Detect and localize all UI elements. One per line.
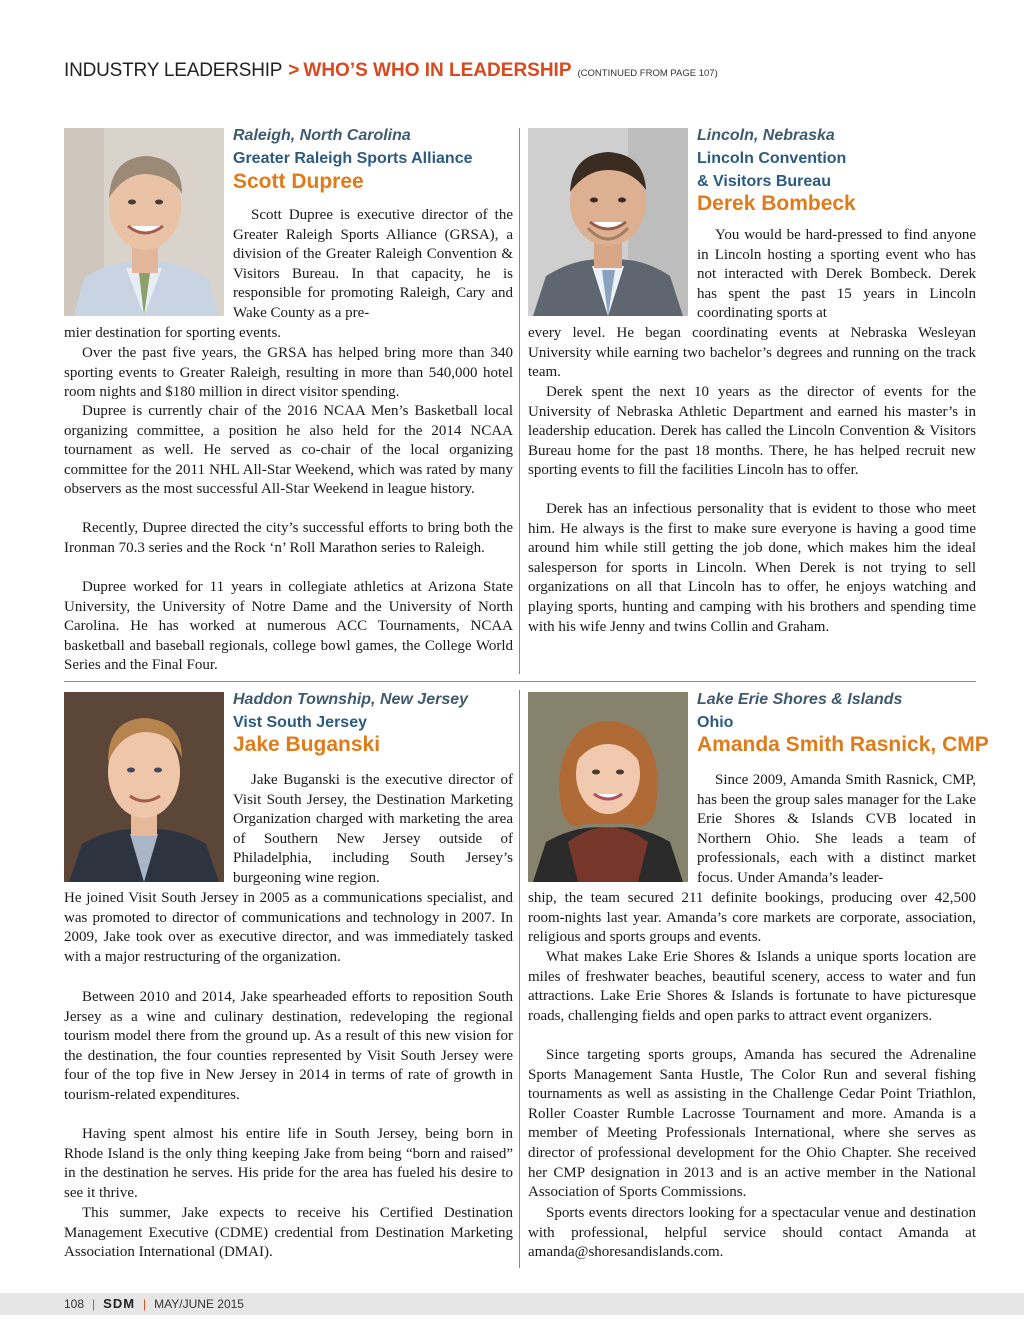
issue-date: MAY/JUNE 2015 [154, 1297, 244, 1311]
bio-paragraph: Dupree is currently chair of the 2016 NCAA Men’s Basketball local organizing committee, a position he also held for the 2014 NCAA tournament as well. He served as co-chair of the local organizing committee for the 2011 NHL All-Star Weekend, which was rated by many observers as the most successful All-Star Weekend in league history. [64, 403, 513, 498]
continued-note: (CONTINUED FROM PAGE 107) [577, 68, 718, 79]
column-divider-bottom [519, 690, 520, 1268]
profile-organization: Vist South Jersey [233, 714, 367, 731]
page-title: WHO’S WHO IN LEADERSHIP [303, 60, 572, 81]
page-number: 108 [64, 1297, 85, 1311]
profile-location: Raleigh, North Carolina [233, 127, 411, 144]
footer-separator: | [92, 1297, 96, 1311]
profile-organization: Ohio [697, 714, 734, 731]
footer-separator: | [143, 1297, 147, 1311]
profile-name: Amanda Smith Rasnick, CMP [697, 733, 989, 756]
bio-paragraph: What makes Lake Erie Shores & Islands a unique sports location are miles of freshwater beaches, beautiful scenery, access to water and fun attractions. Lake Erie Shores & Islands is fortunate to have picturesque roads, challenging fields and open parks to attract event organizers. [528, 949, 976, 1024]
bio-paragraph: Dupree worked for 11 years in collegiate athletics at Arizona State University, the University of Notre Dame and the University of North Carolina. He has worked at numerous ACC Tournaments, NCAA basketball and baseball regionals, college bowl games, the College World Series and the Final Four. [64, 579, 513, 674]
bio-paragraph: You would be hard-pressed to find anyone in Lincoln hosting a sporting event who has not interacted with Derek Bombeck. Derek has spent the past 15 years in Lincoln coordinating sports at [697, 227, 976, 322]
amanda-rasnick-photo [528, 692, 688, 882]
profile-name: Jake Buganski [233, 733, 381, 756]
bio-paragraph: This summer, Jake expects to receive his Certified Destination Management Executive (CDME) credential from Destination Marketing Association International (DMAI). [64, 1205, 513, 1261]
profile-location: Haddon Township, New Jersey [233, 691, 469, 708]
bio-paragraph: every level. He began coordinating events at Nebraska Wesleyan University while earning two bachelor’s degrees and running on the track team. [528, 325, 976, 381]
bio-paragraph: Since targeting sports groups, Amanda has secured the Adrenaline Sports Management Santa Hustle, The Color Run and several fishing tournaments as well as assisting in the Challenge Cedar Point Triathlon, Roller Coaster Rumble Lacrosse Tournament and more. Amanda is a member of Meeting Professionals International, where she serves as director of professional development for the Ohio Chapter. She received her CMP designation in 2013 and is an active member in the National Association of Sports Commissions. [528, 1047, 976, 1201]
bio-paragraph: Between 2010 and 2014, Jake spearheaded efforts to reposition South Jersey as a wine and culinary destination, redeveloping the regional tourism model there from the ground up. As a result of this new vision for the destination, the four counties represented by Visit South Jersey were four of the top five in New Jersey in 2014 in terms of rate of growth in tourism-related expenditures. [64, 989, 513, 1103]
bio-paragraph: Having spent almost his entire life in South Jersey, being born in Rhode Island is the only thing keeping Jake from being “born and raised” in the destination he serves. His pride for the area has fueled his desire to see it thrive. [64, 1126, 513, 1201]
section-label: INDUSTRY LEADERSHIP [64, 60, 283, 81]
bio-paragraph: mier destination for sporting events. [64, 325, 282, 341]
profile-organization-line2: & Visitors Bureau [697, 173, 831, 190]
bio-paragraph: Derek spent the next 10 years as the director of events for the University of Nebraska Athletic Department and earned his master’s in leadership education. Derek has called the Lincoln Convention & Visitors Bureau home for the past 18 months. There, he has helped recruit new sporting events to fill the facilities Lincoln has to offer. [528, 384, 976, 479]
profile-organization: Greater Raleigh Sports Alliance [233, 150, 473, 167]
magazine-brand: SDM [103, 1296, 136, 1311]
page-footer [64, 1296, 244, 1311]
page-header [64, 60, 964, 90]
profile-name: Scott Dupree [233, 170, 364, 193]
column-divider-top [519, 128, 520, 674]
bio-paragraph: Over the past five years, the GRSA has helped bring more than 340 sporting events to Greater Raleigh, resulting in more than 540,000 hotel room nights and $180 million in direct visitor spending. [64, 345, 513, 401]
bio-paragraph: Derek has an infectious personality that is evident to those who meet him. He always is the first to make sure everyone is having a good time around him while still getting the job done, which makes him the ideal salesperson for sports in Lincoln. When Derek is not trying to sell organizations on all that Lincoln has to offer, he enjoys watching and playing sports, hunting and camping with his brothers and spending time with his wife Jenny and twins Collin and Graham. [528, 501, 976, 635]
row-divider [64, 681, 976, 682]
profile-organization-line1: Lincoln Convention [697, 150, 847, 167]
profile-location: Lincoln, Nebraska [697, 127, 835, 144]
profile-location: Lake Erie Shores & Islands [697, 691, 903, 708]
bio-paragraph: Recently, Dupree directed the city’s successful efforts to bring both the Ironman 70.3 series and the Rock ‘n’ Roll Marathon series to Raleigh. [64, 520, 513, 556]
bio-paragraph: ship, the team secured 211 definite bookings, producing over 42,500 room-nights last year. Amanda’s core markets are corporate, association, religious and sports groups and events. [528, 890, 976, 946]
jake-buganski-photo [64, 692, 224, 882]
profile-name: Derek Bombeck [697, 192, 856, 215]
bio-paragraph: Scott Dupree is executive director of the Greater Raleigh Sports Alliance (GRSA), a division of the Greater Raleigh Convention & Visitors Bureau. In that capacity, he is responsible for promoting Raleigh, Cary and Wake County as a pre- [233, 207, 513, 321]
bio-paragraph: Sports events directors looking for a spectacular venue and destination with professional, helpful service should contact Amanda at amanda@shoresandislands.com. [528, 1205, 976, 1261]
derek-bombeck-photo [528, 128, 688, 316]
bio-paragraph: Since 2009, Amanda Smith Rasnick, CMP, has been the group sales manager for the Lake Erie Shores & Islands CVB located in Northern Ohio. She leads a team of professionals, each with a distinct market focus. Under Amanda’s leader- [697, 772, 976, 886]
header-arrow: > [288, 60, 300, 81]
bio-paragraph: He joined Visit South Jersey in 2005 as a communications specialist, and was promoted to director of communications and technology in 2007. In 2009, Jake took over as executive director, and was immediately tasked with a major restructuring of the organization. [64, 890, 513, 965]
bio-paragraph: Jake Buganski is the executive director of Visit South Jersey, the Destination Marketing Organization charged with marketing the area of Southern New Jersey outside of Philadelphia, including South Jersey’s burgeoning wine region. [233, 772, 513, 886]
scott-dupree-photo [64, 128, 224, 316]
